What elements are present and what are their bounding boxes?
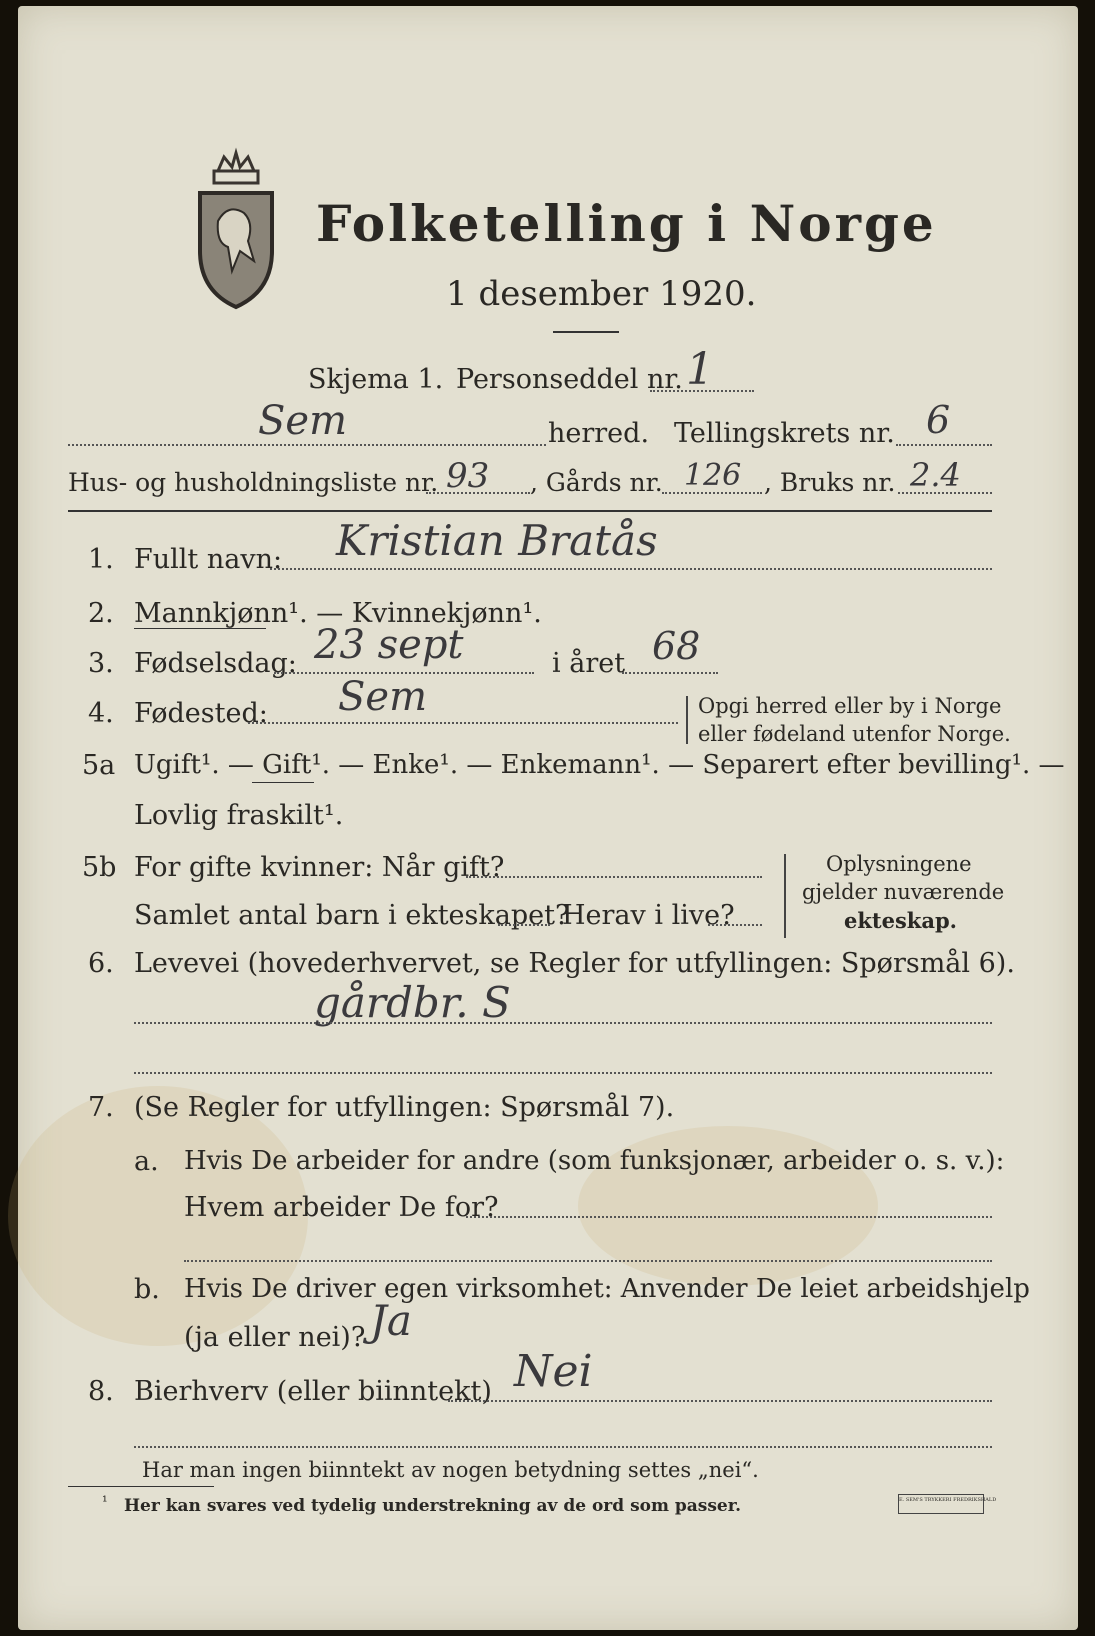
side-income-note: Har man ingen biinntekt av nogen betydning settes „nei“. (142, 1458, 759, 1482)
gards-label: , Gårds nr. (530, 468, 663, 497)
birthplace-note-line2: eller fødeland utenfor Norge. (698, 722, 1011, 746)
census-date: 1 desember 1920. (446, 274, 757, 314)
birthplace-note-line1: Opgi herred eller by i Norge (698, 694, 1002, 718)
gards-value: 126 (684, 458, 742, 493)
birth-year-field[interactable] (622, 672, 718, 674)
q7-label: (Se Regler for utfyllingen: Spørsmål 7). (134, 1092, 675, 1123)
printer-stamp (898, 1494, 997, 1514)
occupation-value: gårdbr. S (314, 978, 511, 1027)
census-form-sheet (18, 6, 1078, 1630)
q7a-label-employer: Hvem arbeider De for? (184, 1192, 499, 1223)
q4-label: Fødested: (134, 698, 268, 729)
herred-field[interactable] (68, 444, 546, 446)
side-income-field[interactable] (448, 1400, 992, 1402)
marriage-note-line3: ekteskap. (844, 908, 957, 933)
norway-coat-of-arms-icon (188, 151, 284, 311)
personseddel-value: 1 (686, 344, 714, 395)
employer-field-line2[interactable] (184, 1260, 992, 1262)
printer-stamp-text: E. SEM'S TRYKKERI FREDRIKSHALD (899, 1497, 997, 1503)
footnote-mark: ¹ (102, 1494, 108, 1510)
q1-label: Fullt navn: (134, 544, 283, 575)
q6-number: 6. (88, 948, 114, 979)
q5a-label: Ugift¹. — Gift¹. — Enke¹. — Enkemann¹. — Separert efter bevilling¹. — (134, 750, 1065, 780)
married-when-field[interactable] (466, 876, 762, 878)
occupation-field-line2[interactable] (134, 1072, 992, 1074)
birthplace-value: Sem (338, 674, 428, 720)
q7b-label: Hvis De driver egen virksomhet: Anvender De leiet arbeidshjelp (184, 1274, 1030, 1304)
footnote: Her kan svares ved tydelig understrekning av de ord som passer. (124, 1496, 742, 1516)
q4-number: 4. (88, 698, 114, 729)
q5b-number: 5b (82, 852, 117, 883)
q5b-label-children: Samlet antal barn i ekteskapet? (134, 900, 570, 931)
bruks-label: , Bruks nr. (764, 468, 896, 497)
birthplace-note-brace (686, 696, 688, 744)
herred-value: Sem (258, 398, 348, 444)
personseddel-label: Personseddel nr. (456, 364, 683, 395)
form-title: Folketelling i Norge (316, 194, 937, 253)
bruks-value: 2.4 (910, 456, 961, 494)
q5a-number: 5a (82, 750, 116, 781)
q7b-letter: b. (134, 1274, 160, 1305)
marriage-note-line1: Oplysningene (826, 852, 972, 876)
side-income-field-line2[interactable] (134, 1446, 992, 1448)
q5b-label-alive: Herav i live? (562, 900, 735, 931)
hired-help-value: Ja (370, 1296, 412, 1345)
birth-year-label: i året (552, 648, 626, 679)
q3-number: 3. (88, 648, 114, 679)
q2-label: Mannkjønn¹. — Kvinnekjønn¹. (134, 598, 542, 629)
q7b-label-yesno: (ja eller nei)? (184, 1322, 366, 1353)
children-count-field[interactable] (498, 924, 550, 926)
full-name-field[interactable] (270, 568, 992, 570)
q2-number: 2. (88, 598, 114, 629)
full-name-value: Kristian Bratås (336, 516, 658, 565)
employer-field[interactable] (466, 1216, 992, 1218)
children-alive-field[interactable] (708, 924, 762, 926)
tellingskrets-value: 6 (926, 398, 951, 442)
title-divider (553, 331, 619, 333)
q3-label: Fødselsdag: (134, 648, 297, 679)
q1-number: 1. (88, 544, 114, 575)
mannkjonn-underline (134, 628, 266, 629)
q7a-letter: a. (134, 1146, 159, 1177)
q5b-label-married: For gifte kvinner: Når gift? (134, 852, 505, 883)
header-rule (68, 510, 992, 512)
skjema-label: Skjema 1. (308, 364, 444, 395)
tellingskrets-label: Tellingskrets nr. (674, 418, 895, 449)
occupation-field[interactable] (134, 1022, 992, 1024)
marriage-note-brace (784, 854, 786, 938)
q8-label: Bierhverv (eller biinntekt) (134, 1376, 492, 1407)
gift-underline (252, 782, 314, 783)
q5a-label-continued: Lovlig fraskilt¹. (134, 800, 344, 831)
footnote-rule (68, 1486, 214, 1487)
birthday-value: 23 sept (314, 622, 464, 668)
birthplace-field[interactable] (248, 722, 678, 724)
tellingskrets-field[interactable] (896, 444, 992, 446)
herred-label: herred. (548, 418, 650, 449)
husholdningsliste-label: Hus- og husholdningsliste nr. (68, 468, 439, 497)
q8-number: 8. (88, 1376, 114, 1407)
q7-number: 7. (88, 1092, 114, 1123)
q6-label: Levevei (hovederhvervet, se Regler for utfyllingen: Spørsmål 6). (134, 948, 1015, 979)
q7a-label: Hvis De arbeider for andre (som funksjonær, arbeider o. s. v.): (184, 1146, 1005, 1176)
husholdningsliste-value: 93 (446, 456, 490, 496)
side-income-value: Nei (514, 1346, 593, 1397)
birth-year-value: 68 (652, 624, 701, 668)
marriage-note-line2: gjelder nuværende (802, 880, 1005, 904)
